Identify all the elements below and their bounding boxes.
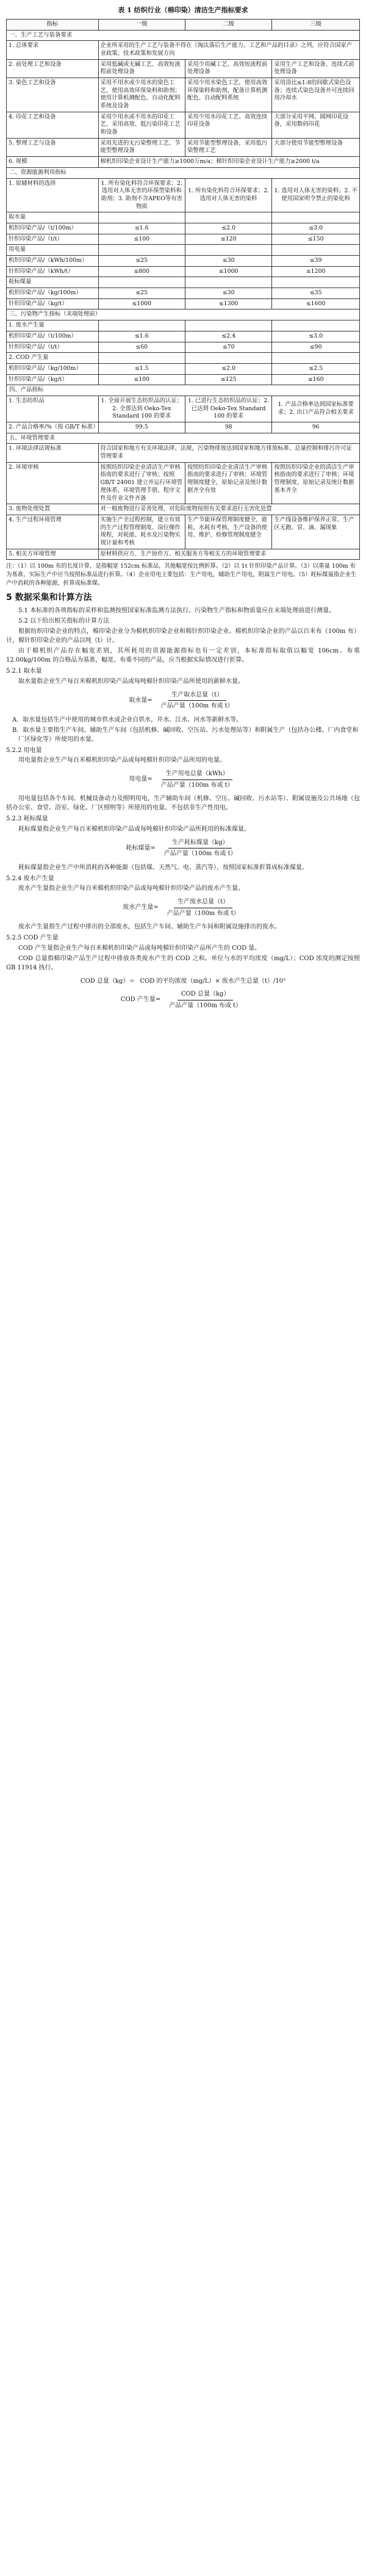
level-3-value: 大部分使用节能型整理设备 bbox=[272, 138, 360, 156]
table-row bbox=[7, 266, 360, 277]
table-row bbox=[7, 59, 360, 78]
level-3-value: ≤35 bbox=[272, 288, 360, 299]
paragraph: COD 总量指棉印染产品生产过程中排放各类废水产生的 COD 之和。单位与水的平均浓度（mg/L）；COD 浓度的测定按照 GB 11914 执行。 bbox=[6, 955, 360, 971]
level-2-value: ≤125 bbox=[185, 374, 271, 385]
table-title: 表 1 纺织行业（棉印染）清洁生产指标要求 bbox=[118, 6, 248, 14]
table-row bbox=[7, 234, 360, 245]
subsection-heading: 5.2.1 取水量 bbox=[6, 668, 42, 675]
level-2-value bbox=[185, 245, 271, 256]
indicator-name: 1. 总体要求 bbox=[7, 41, 99, 59]
formula-rhs: COD 的平均浓度（mg/L）× 废水产生总量（t）/10³ bbox=[140, 977, 286, 985]
table-row bbox=[7, 374, 360, 385]
level-3-value: 1. 产品合格率达到国家标准要求；2. 出口产品符合相关要求 bbox=[272, 396, 360, 422]
formula-denominator: 产品产量（100m 布或 t） bbox=[167, 910, 240, 917]
table-section-title: 三、污染物产生指标（末端处理前） bbox=[7, 309, 360, 320]
level-3-value: ≤90 bbox=[272, 342, 360, 353]
indicator-name: 3. 染色工艺和设备 bbox=[7, 78, 99, 112]
level-1-value bbox=[98, 320, 185, 331]
formula-fraction bbox=[165, 990, 245, 1010]
level-1-value: ≤1.6 bbox=[98, 331, 185, 342]
formula-fraction bbox=[157, 770, 237, 789]
indicator-name: 2. 环境审核 bbox=[7, 462, 99, 504]
formula-denominator: 产品产量（100m 布或 t） bbox=[160, 703, 234, 710]
formula-fraction bbox=[157, 691, 237, 711]
level-1-value bbox=[98, 277, 185, 288]
level-2-value bbox=[185, 277, 271, 288]
formula-cod-generation bbox=[6, 990, 360, 1010]
level-1-value: ≤60 bbox=[98, 342, 185, 353]
level-2-value: ≤70 bbox=[185, 342, 271, 353]
level-3-value: 96 bbox=[272, 422, 360, 433]
paragraph: 5.1 本标准的各项指标的采样和监测按照国家标准监测方法执行。污染物生产指标和物质量应在末端处理前进行测量。 bbox=[18, 607, 336, 615]
table-row bbox=[7, 504, 360, 515]
table-row bbox=[7, 298, 360, 309]
level-3-value bbox=[272, 277, 360, 288]
level-3-value: ≤39 bbox=[272, 256, 360, 267]
header-indicator: 指标 bbox=[7, 19, 99, 30]
level-3-value bbox=[272, 245, 360, 256]
level-2-value: ≤1000 bbox=[185, 266, 271, 277]
indicator-name: 针织印染产品/（kg/t） bbox=[7, 374, 99, 385]
level-2-value bbox=[185, 353, 271, 364]
paragraph: 由于棉机织产品存在幅宽差别，其所耗用的资源能源指标也有一定差别，本标准指标取值以幅宽 106cm、布重 12.00kg/100m 的合格品为基准，幅宽、布重不同的产品，应当根据实际情况进行折算。 bbox=[6, 648, 360, 664]
level-3-value: 生产线设备维护保养正常，生产区无跑、冒、滴、漏现象 bbox=[272, 515, 360, 549]
formula-electricity bbox=[6, 770, 360, 789]
level-1-value: ≤25 bbox=[98, 288, 185, 299]
paragraph: 耗标煤量指企业生产每百米棉机织印染产品或每吨棉针织印染产品所耗用的标准煤量。 bbox=[18, 825, 250, 833]
level-3-value: ≤1200 bbox=[272, 266, 360, 277]
level-1-value bbox=[98, 245, 185, 256]
level-1-value: 1. 所有染化料符合环保要求；2. 选用对人体无害的环保型染料和助剂；3. 助剂不含APEO等有害物质 bbox=[98, 178, 185, 212]
table-row bbox=[7, 288, 360, 299]
indicator-requirement: 对一般废物进行妥善处理，对危险废物按照有关要求进行无害化处置 bbox=[98, 504, 359, 515]
level-2-value bbox=[185, 212, 271, 223]
level-1-value: 99.5 bbox=[98, 422, 185, 433]
indicator-requirement: 企业所采用的生产工艺与装备不得在《淘汰落后生产能力、工艺和产品的目录》之列，应符合国家产业政策、技术政策和发展方向 bbox=[98, 41, 359, 59]
table-row bbox=[7, 462, 360, 504]
level-1-value: ≤1.6 bbox=[98, 223, 185, 234]
formula-denominator: 产品产量（100m 布或 t） bbox=[160, 781, 234, 789]
level-1-value: 采用少用水或不用水的印花工艺，采用高效、低污染印花工艺和设备 bbox=[98, 112, 185, 138]
indicator-name: 1. 环境法律法规标准 bbox=[7, 444, 99, 462]
table-row bbox=[7, 277, 360, 288]
level-2-value: 生产节能环保管理制度健全，能耗、水耗有考核，生产设备的使用、维护、检修管理制度健全 bbox=[185, 515, 271, 549]
table-section-title: 五、环境管理要求 bbox=[7, 433, 360, 444]
level-1-value: ≤100 bbox=[98, 234, 185, 245]
formula-numerator: COD 总量（kg） bbox=[178, 990, 234, 1000]
table-note: 注：（1）以 100m 布的长度计算，是指幅宽 152cm 标准品，其他幅宽按比例折算。（2）以 1t 针织印染产品计算。（3）以重量 100m 布为基准，实际生产中应当按照标准品进行折算。（4）企业用电主要包括：生产用电，辅助生产用电，附属生产用电。（5）耗标煤量指企业生产中消耗的各种能源，折算成标准煤。 bbox=[6, 563, 357, 587]
table-row bbox=[7, 256, 360, 267]
level-3-value: ≤1600 bbox=[272, 298, 360, 309]
level-3-value: ≤3.0 bbox=[272, 223, 360, 234]
level-3-value: 采用浴比≤1:8的间歇式染色设备；连续式染色设备并可连续回用冷却水 bbox=[272, 78, 360, 112]
level-3-value: ≤2.5 bbox=[272, 363, 360, 374]
formula-numerator: 生产耗标煤量（kg） bbox=[168, 839, 232, 849]
level-1-value: 采用低碱或无碱工艺、高效短流程前处理设备 bbox=[98, 59, 185, 78]
level-2-value: 采用节能型整理设备，采用低污染整理工艺 bbox=[185, 138, 271, 156]
table-section-title: 四、产品指标 bbox=[7, 385, 360, 396]
paragraph: 废水产生量指生产过程中排出的全部废水，包括生产车间、辅助生产车间和附属设施排出的废水。 bbox=[18, 924, 281, 931]
table-section-row bbox=[7, 433, 360, 444]
level-1-value: ≤1.5 bbox=[98, 363, 185, 374]
indicator-requirement: 棉机织印染企业设计生产能力≥1000万m/a；棉针织印染企业设计生产能力≥2000 t/a bbox=[98, 157, 359, 168]
paragraph: 耗标煤量指企业生产中所消耗的各种能源（包括煤、天然气、电、蒸汽等），按照国家标准折算成标准煤量。 bbox=[18, 864, 308, 871]
indicator-name: 机织印染产品/（kWh/100m） bbox=[7, 256, 99, 267]
table-row bbox=[7, 363, 360, 374]
level-2-value bbox=[185, 320, 271, 331]
formula-lhs: COD 产生量= bbox=[120, 996, 161, 1004]
indicator-requirement: 原材料供应方、生产协作方、相关服务方等相关方的环境管理要求 bbox=[98, 549, 359, 560]
level-1-value: ≤800 bbox=[98, 266, 185, 277]
formula-coal bbox=[6, 839, 360, 858]
indicator-name: 机织印染产品/（t/100m） bbox=[7, 223, 99, 234]
level-1-value: ≤25 bbox=[98, 256, 185, 267]
level-3-value: ≤150 bbox=[272, 234, 360, 245]
table-row bbox=[7, 138, 360, 156]
level-2-value: ≤1300 bbox=[185, 298, 271, 309]
level-3-value bbox=[272, 320, 360, 331]
table-row bbox=[7, 157, 360, 168]
level-1-value bbox=[98, 212, 185, 223]
indicator-name: 取水量 bbox=[7, 212, 99, 223]
indicator-name: 2. COD 产生量 bbox=[7, 353, 99, 364]
paragraph: COD 产生量指企业生产每百米棉机织印染产品或每吨棉针织印染产品所产生的 COD 量。 bbox=[18, 944, 261, 952]
level-2-value: 采用少用水染色工艺，使用高效环保染料和助剂，配备计算机测配色、自动配料系统 bbox=[185, 78, 271, 112]
table-row bbox=[7, 422, 360, 433]
level-3-value: 按照纺织印染企业的清洁生产审核指南的要求进行了审核；环境管理制度、原始记录及统计数据基本齐全 bbox=[272, 462, 360, 504]
formula-numerator: 生产废水总量（t） bbox=[174, 898, 232, 908]
level-1-value: 采用不用水或少用水的染色工艺，使用高效环保染料和助剂；使用计算机测配色、自动化配料系统及设备 bbox=[98, 78, 185, 112]
level-2-value: 98 bbox=[185, 422, 271, 433]
subsection-heading: 5.2.2 用电量 bbox=[6, 747, 42, 754]
table-row bbox=[7, 331, 360, 342]
subsection-heading: 5.2.5 COD 产生量 bbox=[6, 935, 59, 942]
level-3-value: 采用生产工艺和设备、连续式前处理设备 bbox=[272, 59, 360, 78]
paragraph: 用电量指企业生产每百米棉机织印染产品或每吨棉针织印染产品所用的电量。 bbox=[18, 757, 226, 764]
level-1-value: 采用先进的无污染整理工艺、节能型整理设备 bbox=[98, 138, 185, 156]
formula-wastewater bbox=[6, 898, 360, 917]
indicator-name: 2. 前处理工艺和设备 bbox=[7, 59, 99, 78]
paragraph: 根据纺织印染企业的特点，棉印染企业分为棉机织印染企业和棉针织印染企业。棉机织印染企业的产品以百米布（100m 布）计，棉针织印染企业的产品以吨（t）计。 bbox=[6, 628, 360, 645]
formula-lhs: 废水产生量= bbox=[123, 904, 159, 911]
indicator-name: 6. 规模 bbox=[7, 157, 99, 168]
level-1-value bbox=[98, 353, 185, 364]
indicator-name: 耗标煤量 bbox=[7, 277, 99, 288]
formula-fraction bbox=[163, 898, 243, 917]
table-section-row bbox=[7, 30, 360, 41]
level-2-value: ≤2.0 bbox=[185, 363, 271, 374]
formula-water bbox=[6, 691, 360, 711]
formula-denominator: 产品产量（100m 布或 t） bbox=[169, 1002, 242, 1009]
formula-lhs: COD 总量（kg）＝ bbox=[80, 977, 135, 985]
level-3-value: ≤160 bbox=[272, 374, 360, 385]
indicator-name: 1. 原辅材料的选择 bbox=[7, 178, 99, 212]
indicator-requirement: 符合国家和地方有关环境法律、法规，污染物排放达到国家和地方排放标准、总量控制和排污许可证管理要求 bbox=[98, 444, 359, 462]
table-row bbox=[7, 78, 360, 112]
table-row bbox=[7, 223, 360, 234]
table-header-row bbox=[7, 19, 360, 30]
indicator-name: 1. 生态纺织品 bbox=[7, 396, 99, 422]
table-row bbox=[7, 444, 360, 462]
table-section-title: 一、生产工艺与装备要求 bbox=[7, 30, 360, 41]
level-1-value: 1. 全面开展生态纺织品的认证；2. 全部达到 Oeko-Tex Standard 100 的要求 bbox=[98, 396, 185, 422]
paragraph: 5.2 以下给出相关指标的计算方法 bbox=[18, 618, 110, 625]
table-row bbox=[7, 112, 360, 138]
level-2-value: 1. 所有染化料符合环保要求；2. 选用对人体无害的染料 bbox=[185, 178, 271, 212]
table-row bbox=[7, 353, 360, 364]
level-1-value: ≤100 bbox=[98, 374, 185, 385]
level-2-value: ≤30 bbox=[185, 288, 271, 299]
table-row bbox=[7, 212, 360, 223]
level-3-value: 1. 选用对人体无害的染料；2. 不使用国家明令禁止的染化料 bbox=[272, 178, 360, 212]
level-2-value: ≤2.4 bbox=[185, 331, 271, 342]
level-3-value bbox=[272, 353, 360, 364]
level-1-value: ≤1000 bbox=[98, 298, 185, 309]
indicator-name: 针织印染产品/（t/t） bbox=[7, 234, 99, 245]
level-3-value: ≤3.0 bbox=[272, 331, 360, 342]
header-level-3: 三级 bbox=[272, 19, 360, 30]
level-2-value: 采用少用水印花工艺、高效连续印花设备 bbox=[185, 112, 271, 138]
table-section-row bbox=[7, 385, 360, 396]
table-row bbox=[7, 41, 360, 59]
table-row bbox=[7, 320, 360, 331]
formula-numerator: 生产取水总量（t） bbox=[168, 691, 226, 701]
level-1-value: 实施生产全过程控制，建立有效的生产过程管理制度、岗位操作规程，对耗能、耗水及污染物实现计量和考核 bbox=[98, 515, 185, 549]
table-row bbox=[7, 342, 360, 353]
table-section-row bbox=[7, 309, 360, 320]
indicator-name: 3. 废物处理处置 bbox=[7, 504, 99, 515]
paragraph: 废水产生量指企业生产每百米棉机织印染产品或每吨棉针织印染产品的废水产生量。 bbox=[18, 885, 244, 892]
formula-fraction bbox=[160, 839, 240, 858]
table-section-title: 二、资源能源利用指标 bbox=[7, 167, 360, 178]
table-row bbox=[7, 178, 360, 212]
indicator-name: 针织印染产品/（t/t） bbox=[7, 342, 99, 353]
indicator-name: 针织印染产品/（kg/t） bbox=[7, 298, 99, 309]
list-item: B．取水量主要指生产车间、辅助生产车间（包括机修、碱回收、空压站、污水处理站等）和附属生产（包括办公楼、厂内食堂和厂区绿化等）所使用的水量。 bbox=[12, 726, 359, 743]
indicator-name: 机织印染产品/（t/100m） bbox=[7, 331, 99, 342]
table-section-row bbox=[7, 167, 360, 178]
subsection-heading: 5.2.3 耗标煤量 bbox=[6, 816, 48, 823]
indicator-table bbox=[6, 19, 360, 560]
formula-denominator: 产品产量（100m 布或 t） bbox=[163, 850, 237, 858]
level-2-value: ≤30 bbox=[185, 256, 271, 267]
paragraph: 取水量指企业生产每百米棉机织印染产品或每吨棉针织印染产品所使用的新鲜水量。 bbox=[18, 678, 244, 685]
formula-lhs: 耗标煤量= bbox=[126, 844, 156, 852]
formula-lhs: 取水量= bbox=[129, 696, 152, 704]
formula-numerator: 生产用电总量（kWh） bbox=[162, 770, 232, 780]
level-2-value: ≤120 bbox=[185, 234, 271, 245]
list-item: A．取水量包括生产中使用的城市供水或企业自供水，井水、江水、河水等新鲜水等。 bbox=[12, 716, 243, 723]
header-level-2: 二级 bbox=[185, 19, 271, 30]
table-row bbox=[7, 549, 360, 560]
subsection-heading: 5.2.4 废水产生量 bbox=[6, 875, 54, 882]
table-row bbox=[7, 245, 360, 256]
indicator-name: 针织印染产品/（kWh/t） bbox=[7, 266, 99, 277]
document-page bbox=[6, 0, 360, 1021]
level-2-value: 采用少用碱工艺、高效短流程前处理设备 bbox=[185, 59, 271, 78]
table-row bbox=[7, 515, 360, 549]
indicator-name: 机织印染产品/（kg/100m） bbox=[7, 288, 99, 299]
indicator-name: 4. 生产过程环境管理 bbox=[7, 515, 99, 549]
level-2-value: ≤2.0 bbox=[185, 223, 271, 234]
level-2-value: 按照纺织印染企业清洁生产审核指南的要求进行了审核；环境管理制度健全，原始记录及统计数据齐全有效 bbox=[185, 462, 271, 504]
level-3-value: 大部分采用平网、圆网印花设备，采用数码印花 bbox=[272, 112, 360, 138]
indicator-name: 5. 整理工艺与设备 bbox=[7, 138, 99, 156]
indicator-name: 1. 废水产生量 bbox=[7, 320, 99, 331]
paragraph: 用电量包括各个车间、机械设备动力及照明用电，生产辅助车间（机修、空压、碱回收、污水站等）、附属设施及公共场地（包括办公室、食堂、浴室、绿化、厂区照明等）所使用的电量。不包括非生产性用电。 bbox=[6, 795, 360, 812]
header-level-1: 一级 bbox=[98, 19, 185, 30]
level-3-value bbox=[272, 212, 360, 223]
indicator-name: 用电量 bbox=[7, 245, 99, 256]
table-row bbox=[7, 396, 360, 422]
formula-lhs: 用电量= bbox=[129, 776, 152, 783]
formula-cod-total bbox=[6, 977, 360, 986]
level-2-value: 1. 已进行生态纺织品的认证；2. 已达到 Oeko-Tex Standard 100 的要求 bbox=[185, 396, 271, 422]
indicator-name: 4. 印花工艺和设备 bbox=[7, 112, 99, 138]
indicator-name: 机织印染产品/（kg/100m） bbox=[7, 363, 99, 374]
section-heading: 5 数据采集和计算方法 bbox=[6, 593, 92, 603]
indicator-name: 5. 相关方环境管理 bbox=[7, 549, 99, 560]
indicator-name: 2. 产品合格率/%（按 GB/T 标准） bbox=[7, 422, 99, 433]
level-1-value: 按照纺织印染企业清洁生产审核指南的要求进行了审核；按照 GB/T 24001 建立并运行环境管理体系，环境管理手册、程序文件及作业文件齐备 bbox=[98, 462, 185, 504]
